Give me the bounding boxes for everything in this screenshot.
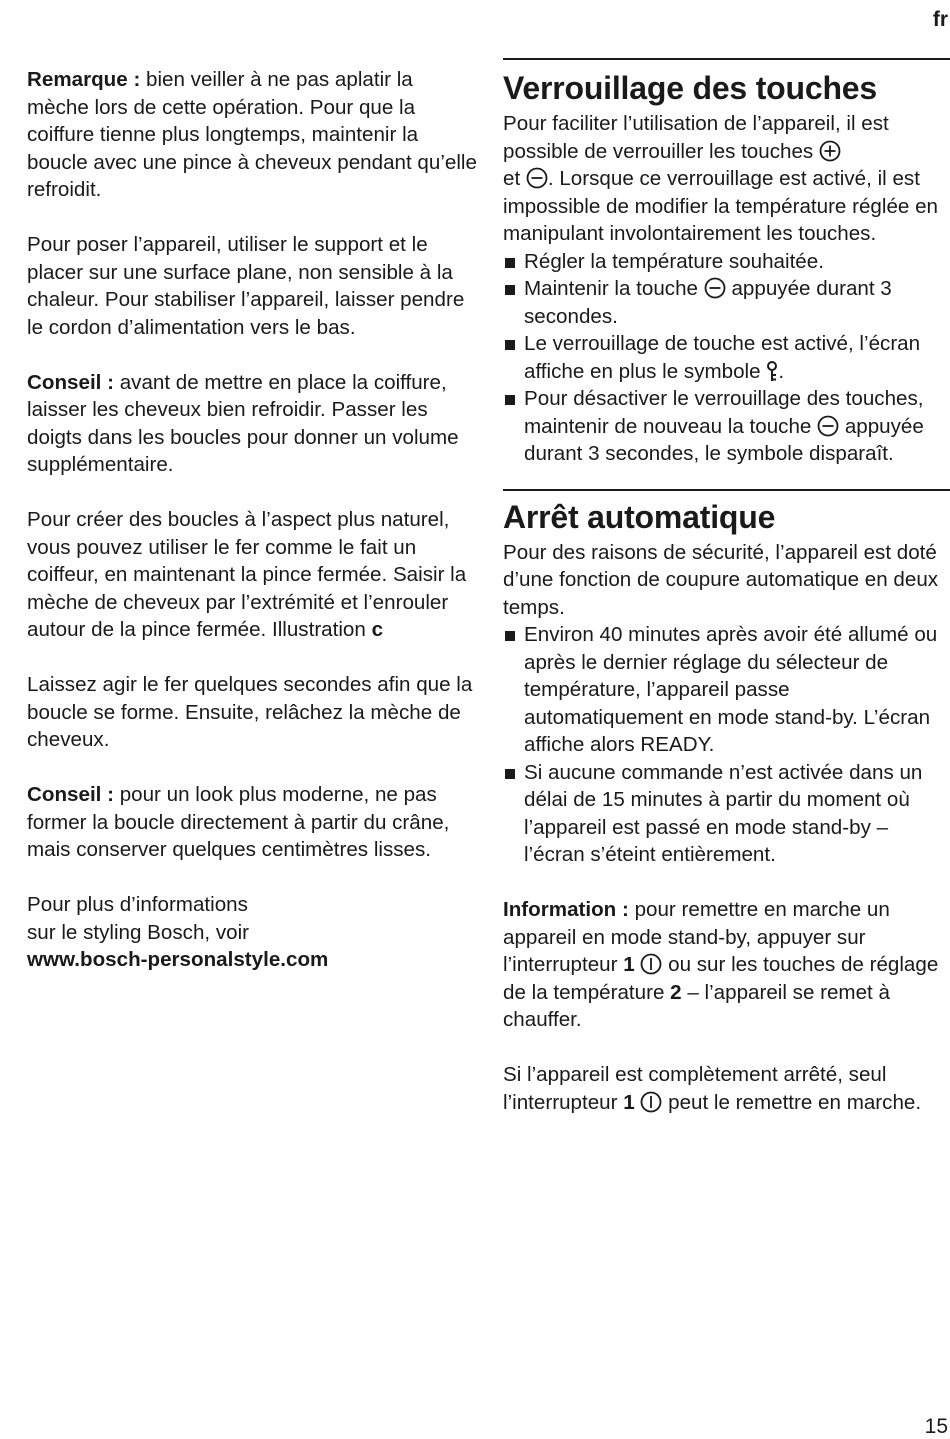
minus-key-icon	[526, 167, 548, 189]
paragraph-placement: Pour poser l’appareil, utiliser le support et le placer sur une surface plane, non sensible à la chaleur. Pour stabiliser l’appareil, laisser pendre le cordon d’alimentation vers le bas.	[27, 233, 465, 339]
section-title-auto-off: Arrêt automatique	[503, 498, 776, 535]
list-item: Environ 40 minutes après avoir été allumé ou après le dernier réglage du sélecteur de température, l’appareil passe automatiquement en mode stand-by. L’écran affiche alors READY.	[503, 621, 950, 759]
section-divider	[503, 489, 950, 491]
tip-label: Conseil :	[27, 370, 114, 394]
key-lock-steps	[503, 248, 950, 468]
page-number: 15	[924, 1415, 948, 1438]
paragraph-note: Remarque : bien veiller à ne pas aplatir la mèche lors de cette opération. Pour que la coiffure tienne plus longtemps, maintenir la boucle avec une pince à cheveux pendant qu’elle refroidit.	[27, 68, 477, 201]
section-title-key-lock: Verrouillage des touches	[503, 70, 877, 106]
auto-off-intro: Pour des raisons de sécurité, l’appareil est doté d’une fonction de coupure automatique en deux temps.	[503, 540, 939, 619]
language-tag: fr	[932, 8, 948, 31]
minus-key-icon	[817, 415, 839, 437]
bullet-square-icon	[505, 340, 515, 350]
bullet-square-icon	[505, 769, 515, 779]
right-column	[503, 58, 950, 1116]
key-icon	[766, 360, 778, 382]
illustration-ref: c	[371, 618, 384, 641]
section-divider	[503, 58, 950, 60]
paragraph-natural-curls: Pour créer des boucles à l’aspect plus naturel, vous pouvez utiliser le fer comme le fait un coiffeur, en maintenant la pince fermée. Saisir la mèche de cheveux par l’extrémité et l’enrouler autour de la pince fermée. Illustration c	[27, 508, 467, 641]
bullet-square-icon	[505, 258, 515, 268]
list-item: Pour désactiver le verrouillage des touches, maintenir de nouveau la touche appuyée durant 3 secondes, le symbole disparaît.	[503, 385, 950, 468]
list-item: Le verrouillage de touche est activé, l’écran affiche en plus le symbole .	[503, 330, 950, 385]
bullet-square-icon	[505, 285, 515, 295]
left-column	[27, 66, 479, 1001]
minus-key-icon	[704, 277, 726, 299]
key-lock-intro: Pour faciliter l’utilisation de l’appareil, il est possible de verrouiller les touches et . Lorsque ce verrouillage est activé, il est impossible de modifier la température réglée en manipulant involontairement les touches.	[503, 112, 938, 245]
list-item: Régler la température souhaitée.	[503, 248, 950, 276]
bullet-square-icon	[505, 395, 515, 405]
paragraph-more-info: Pour plus d’informations sur le styling Bosch, voir www.bosch-personalstyle.com	[27, 893, 329, 971]
list-item: Maintenir la touche appuyée durant 3 secondes.	[503, 275, 950, 330]
note-label: Remarque :	[27, 68, 141, 91]
tip-label: Conseil :	[27, 783, 114, 806]
information-label: Information :	[503, 898, 629, 921]
website-link[interactable]: www.bosch-personalstyle.com	[27, 948, 329, 971]
plus-key-icon	[819, 140, 841, 162]
auto-off-restart: Si l’appareil est complètement arrêté, seul l’interrupteur 1 peut le remettre en marche.	[503, 1063, 922, 1114]
list-item: Si aucune commande n’est activée dans un délai de 15 minutes à partir du moment où l’appareil est passé en mode stand-by – l’écran s’éteint entièrement.	[503, 759, 950, 869]
auto-off-information: Information : pour remettre en marche un appareil en mode stand-by, appuyer sur l’interrupteur 1 ou sur les touches de réglage de la température 2 – l’appareil se remet à chauffer.	[503, 898, 939, 1031]
paragraph-let-act: Laissez agir le fer quelques secondes afin que la boucle se forme. Ensuite, relâchez la mèche de cheveux.	[27, 673, 473, 751]
bullet-square-icon	[505, 631, 515, 641]
paragraph-tip-2: Conseil : pour un look plus moderne, ne pas former la boucle directement à partir du crâne, mais conserver quelques centimètres lisses.	[27, 783, 450, 861]
power-switch-icon	[640, 1091, 662, 1113]
power-switch-icon	[640, 953, 662, 975]
auto-off-steps	[503, 621, 950, 869]
paragraph-tip-1: Conseil : avant de mettre en place la coiffure, laisser les cheveux bien refroidir. Passer les doigts dans les boucles pour donner un volume supplémentaire.	[27, 370, 459, 476]
